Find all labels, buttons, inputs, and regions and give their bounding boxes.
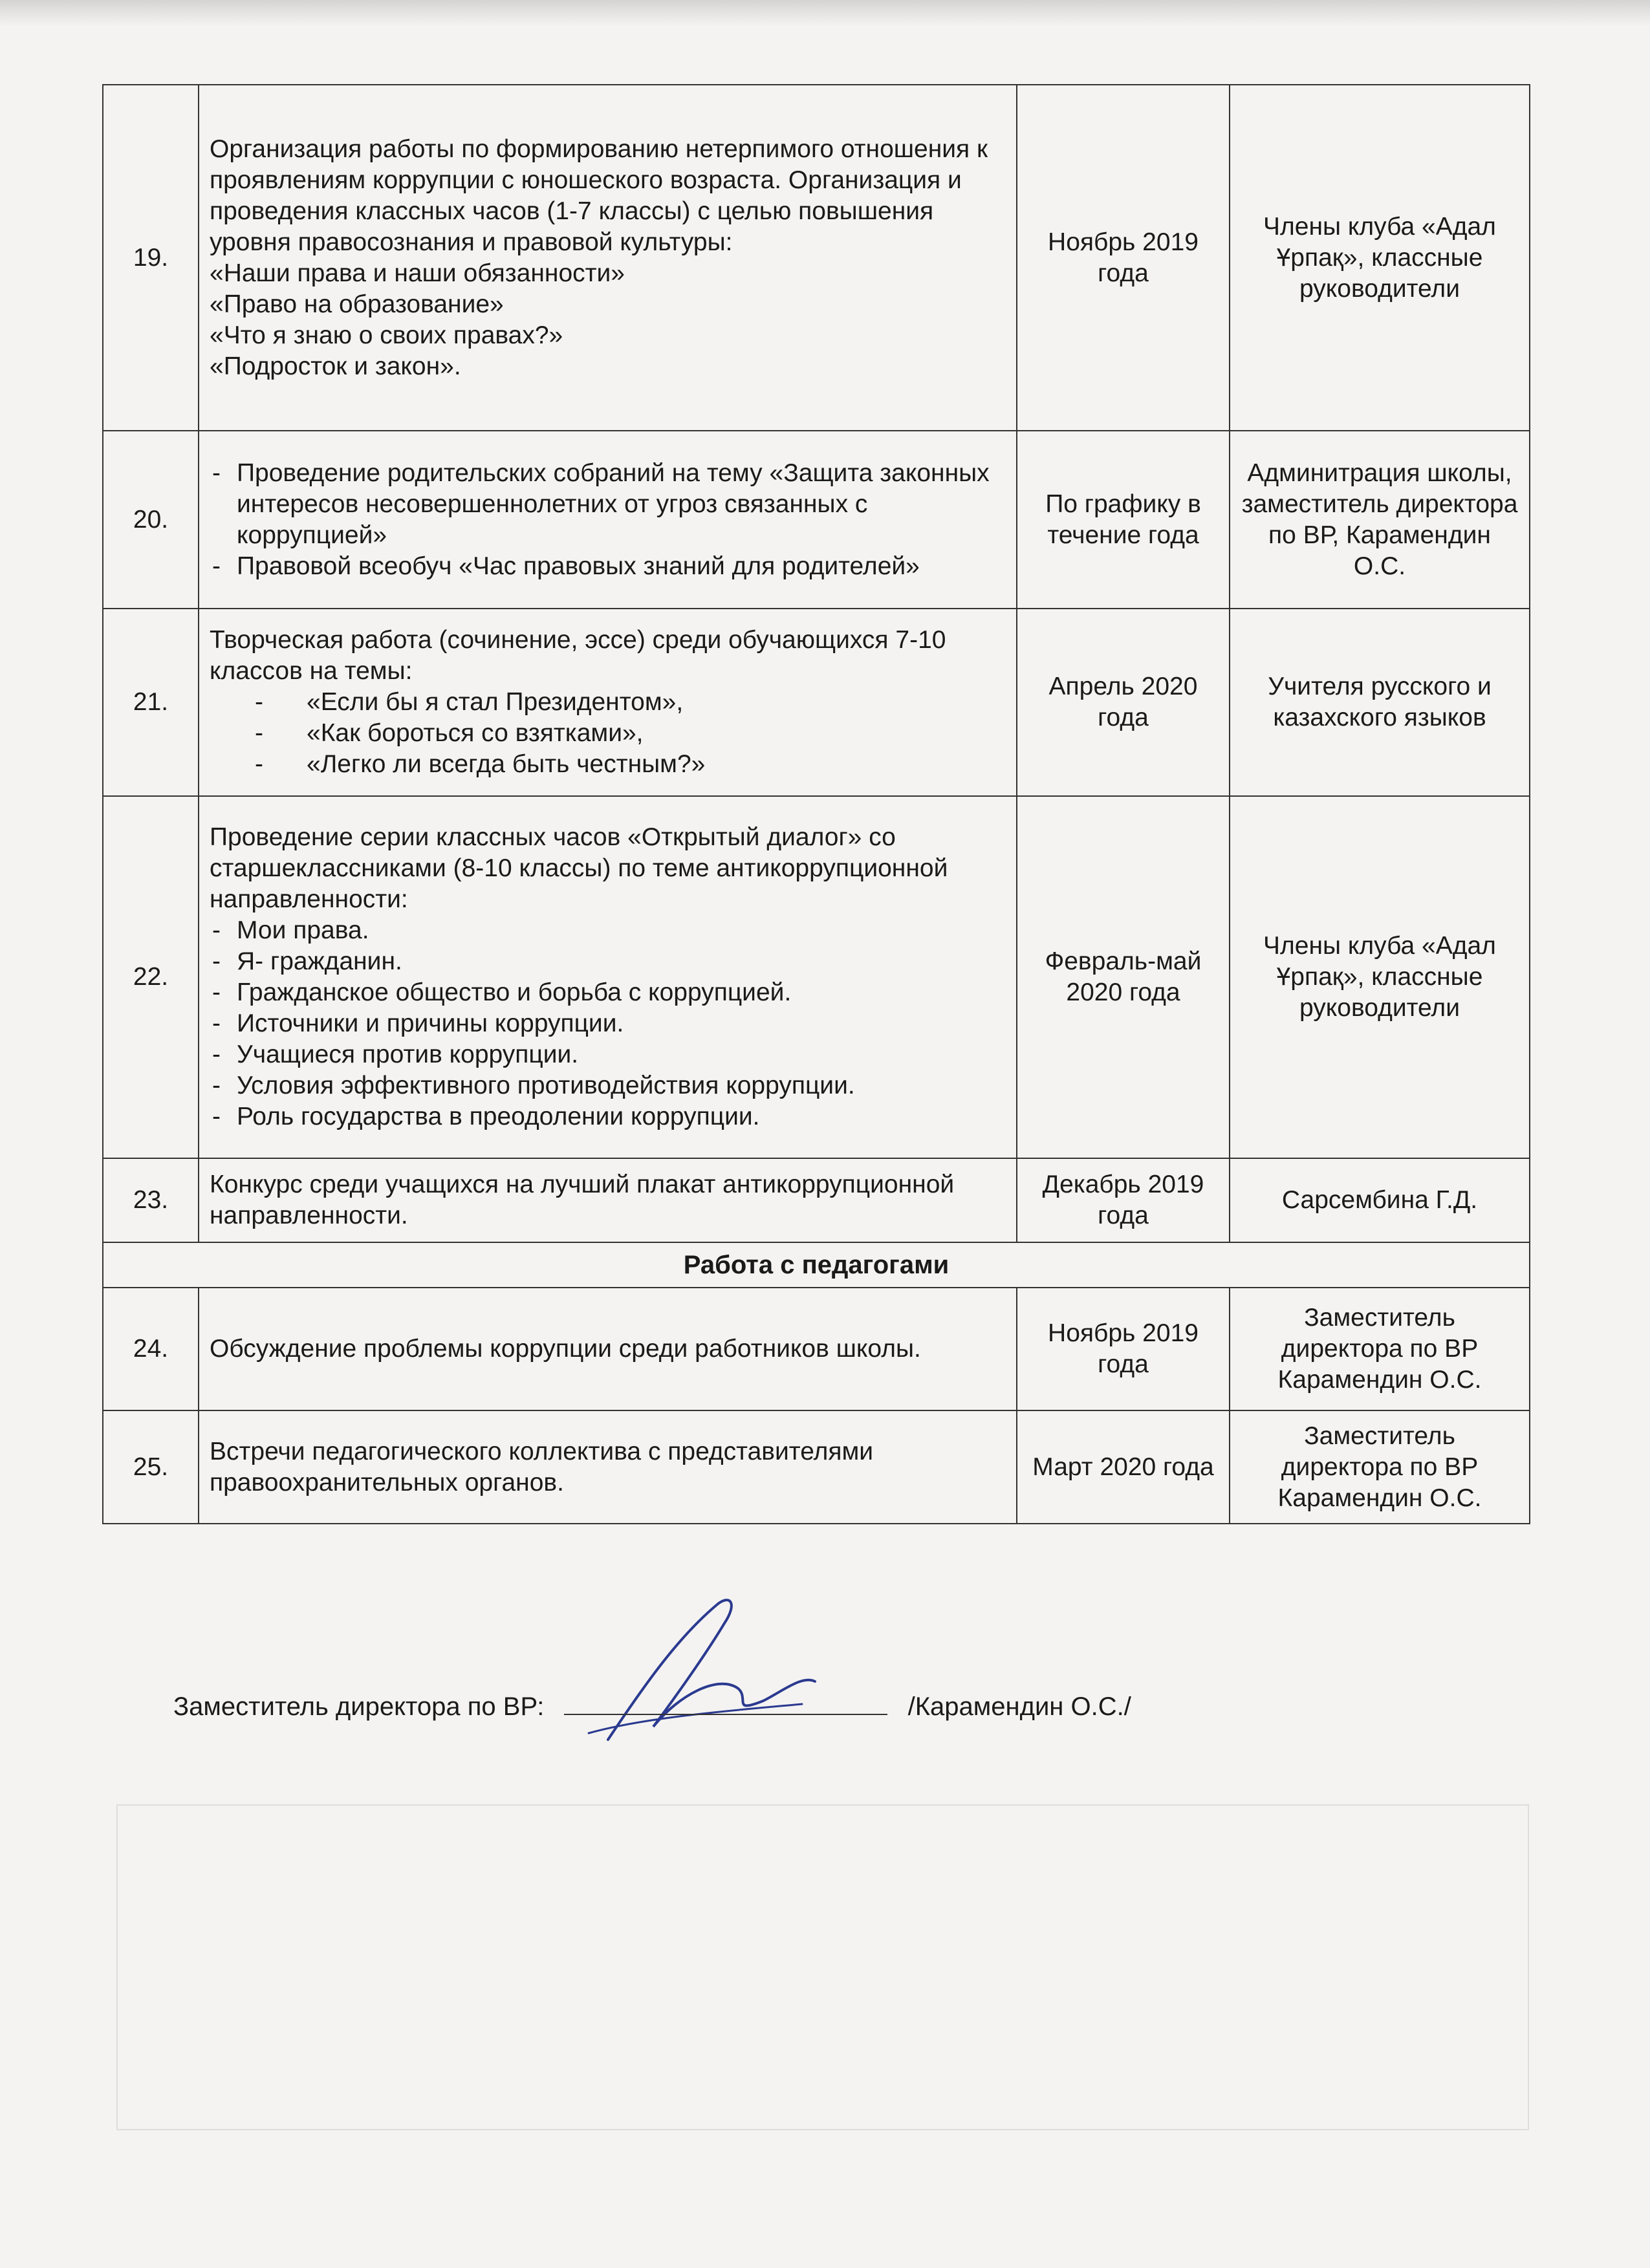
signature-label: Заместитель директора по ВР:	[173, 1692, 545, 1721]
list-item: - Роль государства в преодолении коррупции.	[210, 1101, 1006, 1132]
section-row	[103, 1242, 1530, 1288]
event-cell	[199, 609, 1017, 796]
event-text: «Подросток и закон».	[210, 352, 461, 380]
row-number: 25.	[103, 1410, 199, 1524]
event-cell	[199, 431, 1017, 609]
plan-table	[102, 84, 1530, 1524]
bleed-through-table-outline	[116, 1804, 1529, 2130]
responsible-cell: Члены клуба «Адал Ұрпақ», классные руководители	[1230, 85, 1530, 431]
list-item: - Источники и причины коррупции.	[210, 1008, 1006, 1039]
row-number: 22.	[103, 796, 199, 1158]
term-cell: Март 2020 года	[1017, 1410, 1230, 1524]
table-row	[103, 1158, 1530, 1242]
event-cell	[199, 85, 1017, 431]
table-row	[103, 796, 1530, 1158]
list-item: - «Легко ли всегда быть честным?»	[210, 749, 1006, 780]
term-cell: Ноябрь 2019 года	[1017, 85, 1230, 431]
signature-name: /Карамендин О.С./	[907, 1692, 1131, 1721]
event-list	[210, 915, 1006, 1132]
table-row	[103, 609, 1530, 796]
event-text: «Право на образование»	[210, 290, 504, 318]
table-row	[103, 1288, 1530, 1410]
event-cell	[199, 796, 1017, 1158]
list-item: - Мои права.	[210, 915, 1006, 946]
list-item: - Я- гражданин.	[210, 946, 1006, 977]
list-item: - Правовой всеобуч «Час правовых знаний для родителей»	[210, 551, 1006, 582]
row-number: 23.	[103, 1158, 199, 1242]
responsible-cell: Сарсембина Г.Д.	[1230, 1158, 1530, 1242]
responsible-cell: Заместитель директора по ВР Карамендин О.С.	[1230, 1410, 1530, 1524]
list-item: - Гражданское общество и борьба с коррупцией.	[210, 977, 1006, 1008]
term-cell: Апрель 2020 года	[1017, 609, 1230, 796]
term-cell: Февраль-май 2020 года	[1017, 796, 1230, 1158]
event-text: Проведение серии классных часов «Открытый диалог» со старшеклассниками (8-10 классы) по теме антикоррупционной направленности:	[210, 823, 948, 913]
event-cell: Встречи педагогического коллектива с представителями правоохранительных органов.	[199, 1410, 1017, 1524]
row-number: 24.	[103, 1288, 199, 1410]
row-number: 20.	[103, 431, 199, 609]
event-text: Творческая работа (сочинение, эссе) среди обучающихся 7-10 классов на темы:	[210, 626, 946, 685]
event-text: «Наши права и наши обязанности»	[210, 259, 625, 287]
list-item: - Проведение родительских собраний на тему «Защита законных интересов несовершеннолетних от угроз связанных с коррупцией»	[210, 458, 1006, 551]
table-row	[103, 431, 1530, 609]
handwritten-signature	[569, 1578, 841, 1772]
responsible-cell: Учителя русского и казахского языков	[1230, 609, 1530, 796]
term-cell: По графику в течение года	[1017, 431, 1230, 609]
responsible-cell: Члены клуба «Адал Ұрпақ», классные руководители	[1230, 796, 1530, 1158]
signature-blank	[564, 1688, 887, 1715]
signature-line	[173, 1688, 1131, 1722]
event-text: Организация работы по формированию нетерпимого отношения к проявлениям коррупции с юношеского возраста. Организация и проведения классных часов (1-7 классы) с целью повышения уровня правосознания и правовой культуры:	[210, 135, 988, 256]
list-item: - Учащиеся против коррупции.	[210, 1039, 1006, 1070]
event-list	[210, 687, 1006, 780]
responsible-cell: Заместитель директора по ВР Карамендин О.С.	[1230, 1288, 1530, 1410]
list-item: - «Если бы я стал Президентом»,	[210, 687, 1006, 718]
section-title: Работа с педагогами	[103, 1242, 1530, 1288]
event-cell: Конкурс среди учащихся на лучший плакат антикоррупционной направленности.	[199, 1158, 1017, 1242]
event-text: «Что я знаю о своих правах?»	[210, 321, 563, 349]
page-top-edge	[0, 0, 1650, 26]
term-cell: Декабрь 2019 года	[1017, 1158, 1230, 1242]
list-item: - Условия эффективного противодействия коррупции.	[210, 1070, 1006, 1101]
term-cell: Ноябрь 2019 года	[1017, 1288, 1230, 1410]
row-number: 19.	[103, 85, 199, 431]
table-row	[103, 1410, 1530, 1524]
row-number: 21.	[103, 609, 199, 796]
table-row	[103, 85, 1530, 431]
responsible-cell: Админитрация школы, заместитель директора по ВР, Карамендин О.С.	[1230, 431, 1530, 609]
event-list	[210, 458, 1006, 582]
list-item: - «Как бороться со взятками»,	[210, 718, 1006, 749]
event-cell: Обсуждение проблемы коррупции среди работников школы.	[199, 1288, 1017, 1410]
